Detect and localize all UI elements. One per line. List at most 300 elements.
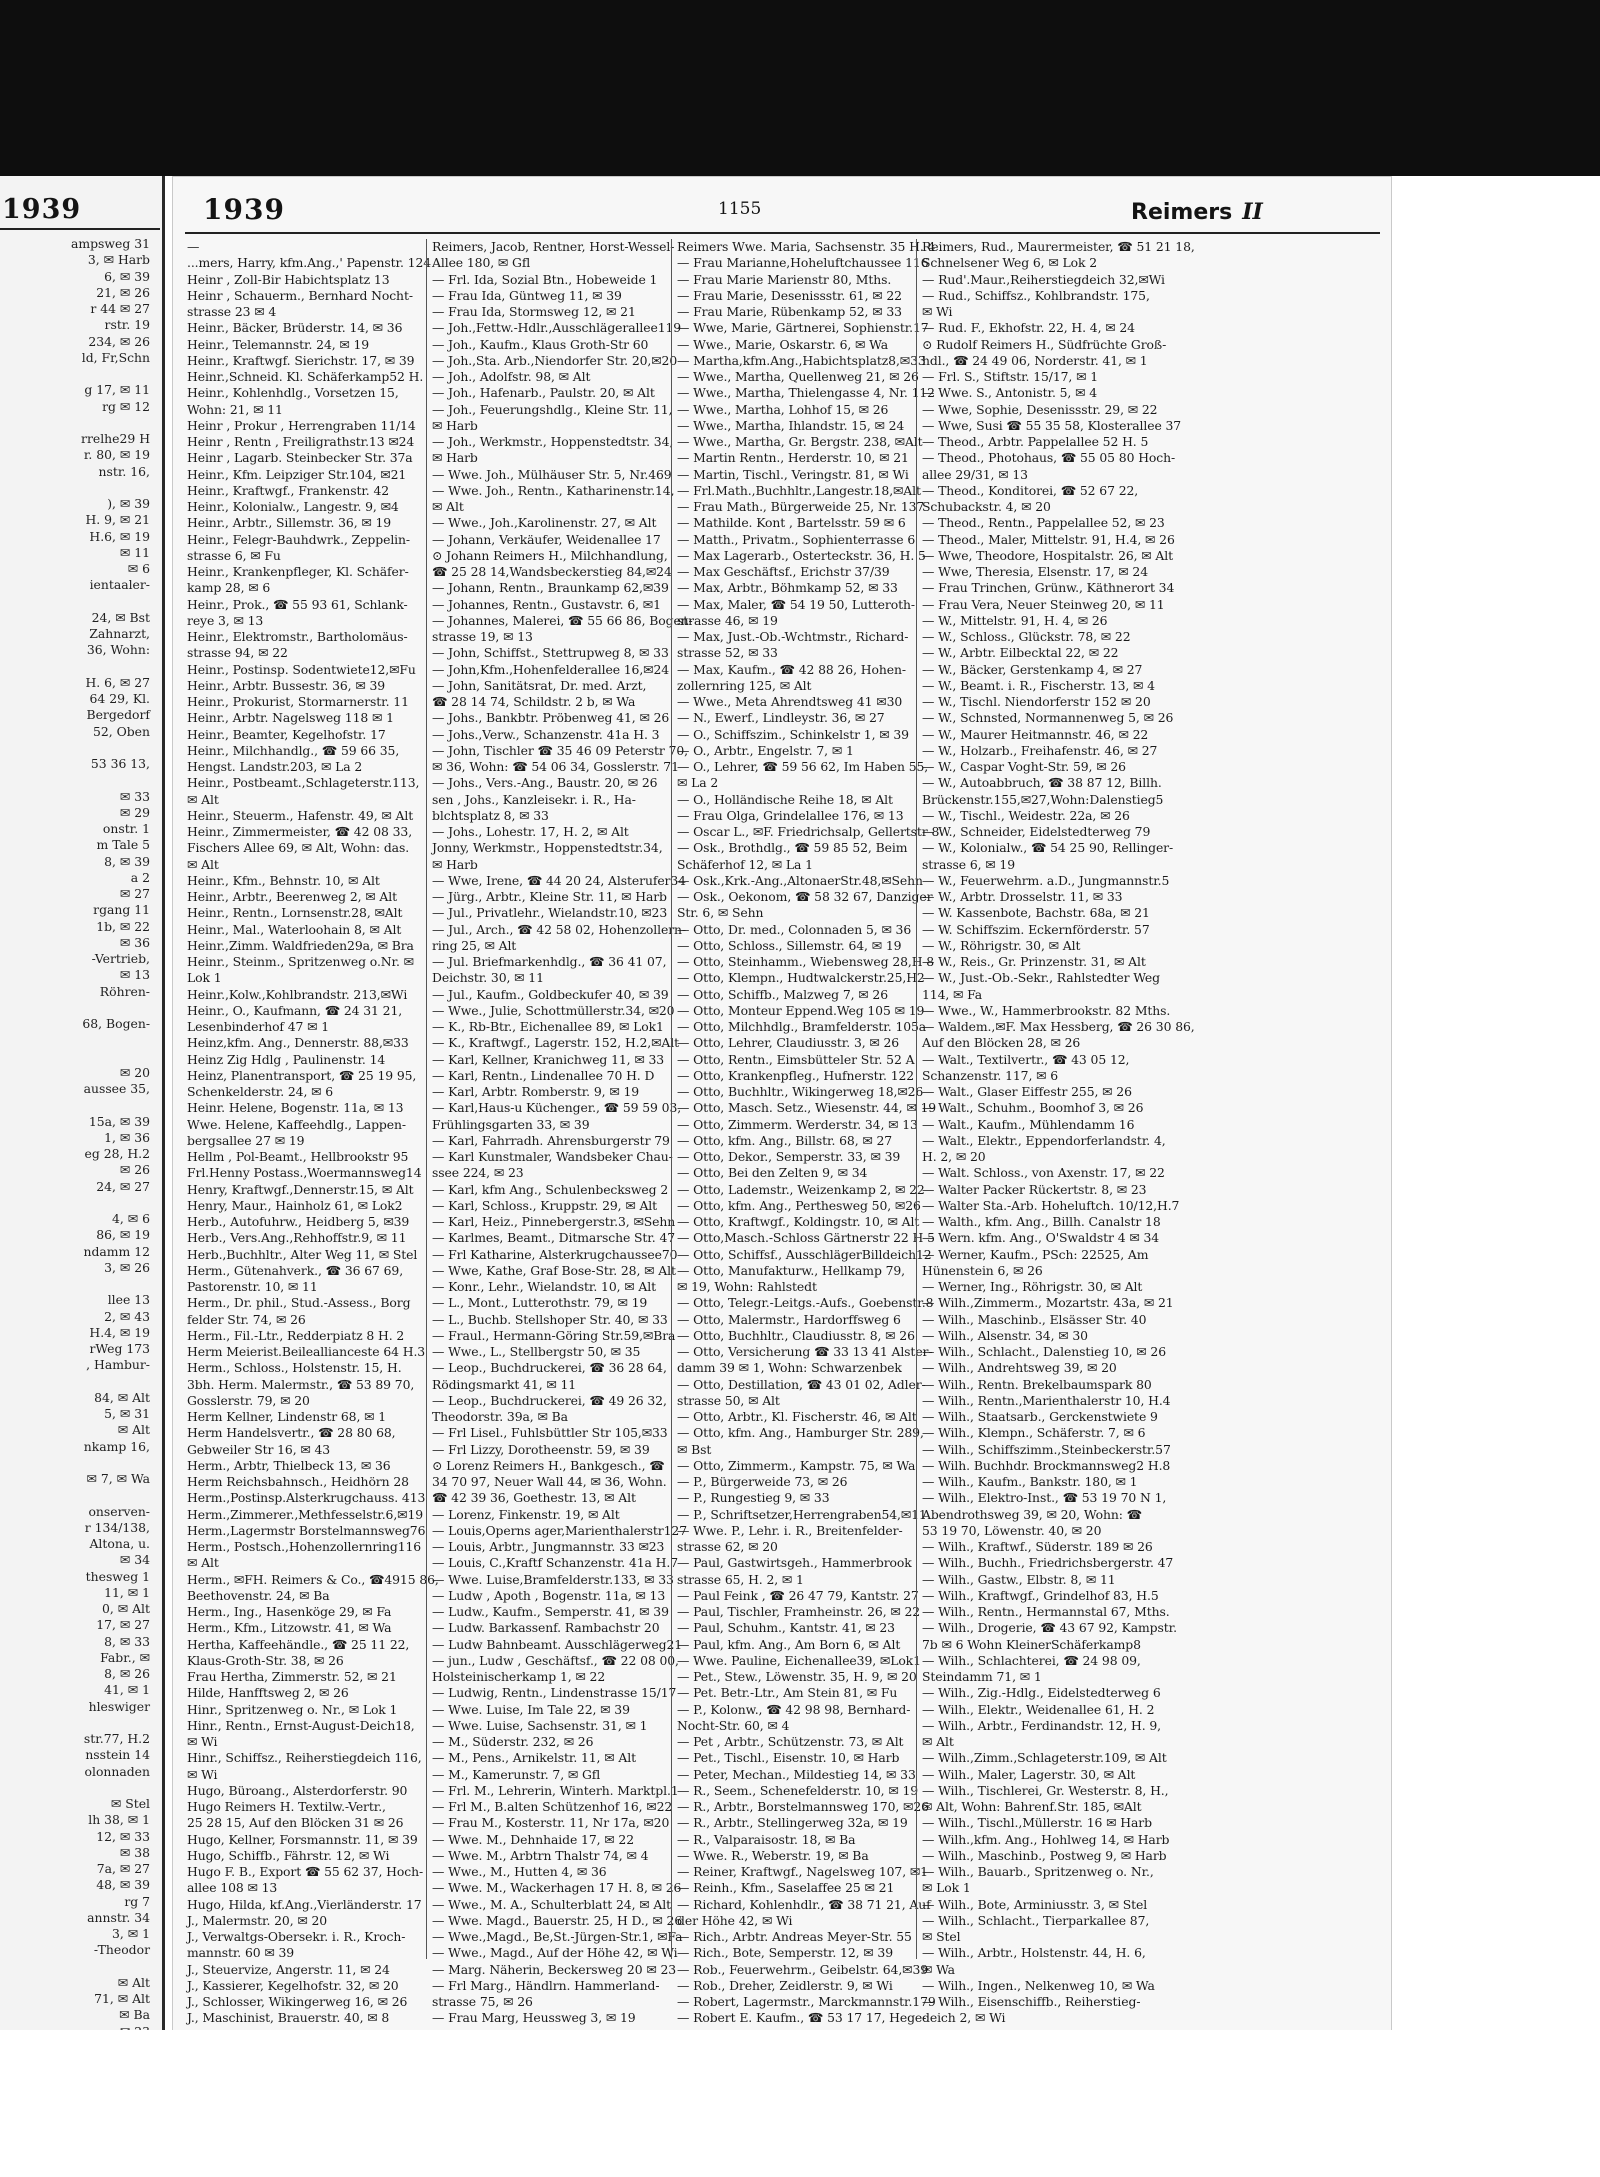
directory-entry: strasse 75, ✉ 26 [432, 1994, 533, 2009]
directory-entry: — Paul Feink , ☎ 26 47 79, Kantstr. 27 [677, 1587, 919, 1603]
directory-entry: — M., Pens., Arnikelstr. 11, ✉ Alt [432, 1750, 636, 1766]
previous-page-line: eg 28, H.2 [84, 1146, 150, 1161]
directory-entry: — Otto, Schiffb., Malzweg 7, ✉ 26 [677, 986, 888, 1002]
directory-entry: — Wilh., Ingen., Nelkenweg 10, ✉ Wa [922, 1977, 1155, 1993]
previous-page-line: -Vertrieb, [91, 951, 150, 966]
directory-entry: — Robert, Lagermstr., Marckmannstr.179 [677, 1994, 936, 2009]
directory-entry: Hinr., Schiffsz., Reiherstiegdeich 116, [187, 1750, 422, 1766]
directory-entry: — W., Just.-Ob.-Sekr., Rahlstedter Weg [922, 970, 1160, 986]
directory-entry: — Wwe. R., Weberstr. 19, ✉ Ba [677, 1847, 869, 1863]
directory-entry: — Robert E. Kaufm., ☎ 53 17 17, Hege- [677, 2010, 927, 2026]
previous-page-line: ientaaler- [89, 577, 150, 593]
previous-page-line: onstr. 1 [102, 821, 150, 836]
previous-page-line [0, 1032, 150, 1048]
directory-entry: — Wilh., Zig.-Hdlg., Eidelstedterweg 6 [922, 1685, 1161, 1701]
directory-entry: — Otto, kfm. Ang., Perthesweg 50, ✉26 [677, 1197, 921, 1213]
directory-entry: — Wern. kfm. Ang., O'Swaldstr 4 ✉ 34 [922, 1230, 1160, 1246]
directory-entry: — Frau Ida, Stormsweg 12, ✉ 21 [432, 304, 636, 319]
directory-entry: — Johs., Lohestr. 17, H. 2, ✉ Alt [432, 824, 629, 839]
directory-entry: — O., Holländische Reihe 18, ✉ Alt [677, 791, 893, 807]
directory-entry: — Otto, Krankenpfleg., Hufnerstr. 122 [677, 1067, 915, 1083]
directory-entry: — Osk., Oekonom, ☎ 58 32 67, Danziger [677, 889, 933, 904]
directory-entry: H. 2, ✉ 20 [922, 1149, 986, 1164]
directory-entry: allee 108 ✉ 13 [187, 1880, 278, 1896]
directory-entry: — Wilh., Schlacht., Dalenstieg 10, ✉ 26 [922, 1344, 1166, 1359]
directory-entry: — Richard, Kohlenhdlr., ☎ 38 71 21, Auf [677, 1896, 931, 1912]
directory-entry: Wwe. Helene, Kaffeehdlg., Lappen- [187, 1116, 406, 1132]
directory-entry: — Walt. Schloss., von Axenstr. 17, ✉ 22 [922, 1165, 1165, 1181]
directory-entry: reye 3, ✉ 13 [187, 612, 264, 628]
directory-entry: — Wilh., Schlachterei, ☎ 24 98 09, [922, 1652, 1141, 1668]
directory-entry: — Wwe. S., Antonistr. 5, ✉ 4 [922, 385, 1097, 401]
directory-entry: — Wilh., Arbtr., Holstenstr. 44, H. 6, [922, 1945, 1146, 1961]
directory-entry: ✉ La 2 [677, 775, 719, 791]
directory-entry: — O., Lehrer, ☎ 59 56 62, Im Haben 55, [677, 759, 929, 774]
directory-entry: — Paul, Schuhm., Kantstr. 41, ✉ 23 [677, 1620, 895, 1636]
directory-entry: — Ludw. Barkassenf. Rambachstr 20 [432, 1620, 660, 1636]
header-rule [185, 232, 1380, 234]
directory-entry: Heinr., Postbeamt.,Schlageterstr.113, [187, 775, 420, 791]
directory-entry: — W., Arbtr. Eilbecktal 22, ✉ 22 [922, 645, 1119, 661]
directory-entry: — Wwe., Martha, Lohhof 15, ✉ 26 [677, 401, 889, 417]
directory-entry: — Karlmes, Beamt., Ditmarsche Str. 47 [432, 1230, 676, 1246]
directory-entry: Herm., Gütenahverk., ☎ 36 67 69, [187, 1262, 404, 1278]
directory-entry: — Wilh.,Zimm.,Schlageterstr.109, ✉ Alt [922, 1750, 1167, 1766]
directory-entry: Heinr., Kraftwgf. Sierichstr. 17, ✉ 39 [187, 352, 415, 368]
previous-page-line: ✉ 26 [119, 1162, 150, 1178]
previous-page-line: -Theodor [93, 1942, 150, 1958]
directory-entry: — Otto, Zimmerm., Kampstr. 75, ✉ Wa [677, 1457, 916, 1473]
directory-entry: Allee 180, ✉ Gfl [432, 255, 531, 271]
directory-entry: — Werner, Kaufm., PSch: 22525, Am [922, 1246, 1149, 1262]
directory-entry: — Otto, Schloss., Sillemstr. 64, ✉ 19 [677, 937, 902, 953]
directory-entry: — Joh.,Fettw.-Hdlr.,Ausschlägerallee119 [432, 320, 682, 336]
previous-page-line: rWeg 173 [89, 1341, 150, 1356]
previous-page-line: 71, ✉ Alt [94, 1991, 150, 2006]
directory-entry: Heinr., Rentn., Lornsenstr.28, ✉Alt [187, 905, 403, 921]
previous-page-line: rstr. 19 [104, 317, 150, 333]
directory-entry: ⊙ Rudolf Reimers H., Südfrüchte Groß- [922, 336, 1167, 352]
directory-entry: — Otto, Kraftwgf., Koldingstr. 10, ✉ Alt [677, 1214, 920, 1229]
directory-entry: — Wwe, Theodore, Hospitalstr. 26, ✉ Alt [922, 547, 1174, 563]
directory-entry: Herm., ✉FH. Reimers & Co., ☎4915 86, [187, 1571, 439, 1587]
directory-entry: ssee 224, ✉ 23 [432, 1165, 524, 1181]
directory-entry: ✉ Lok 1 [922, 1880, 971, 1896]
directory-entry: — W., Schnsted, Normannenweg 5, ✉ 26 [922, 710, 1174, 726]
previous-page-line [0, 366, 150, 382]
directory-entry: 7b ✉ 6 Wohn KleinerSchäferkamp8 [922, 1636, 1141, 1652]
directory-entry: Klaus-Groth-Str. 38, ✉ 26 [187, 1652, 344, 1668]
directory-entry: Heinr , Prokur , Herrengraben 11/14 [187, 417, 416, 433]
directory-entry: ✉ Alt [922, 1734, 954, 1749]
directory-entry: — Otto, Dr. med., Colonnaden 5, ✉ 36 [677, 921, 912, 937]
directory-entry: J., Schlosser, Wikingerweg 16, ✉ 26 [187, 1994, 408, 2009]
previous-page-line: rrelhe29 H [81, 431, 150, 446]
directory-entry: — W., Reis., Gr. Prinzenstr. 31, ✉ Alt [922, 954, 1146, 969]
directory-entry: Abendrothsweg 39, ✉ 20, Wohn: ☎ [922, 1506, 1143, 1522]
directory-entry: strasse 62, ✉ 20 [677, 1539, 778, 1554]
directory-entry: Heinr., Mal., Waterloohain 8, ✉ Alt [187, 921, 402, 937]
previous-page-line [0, 1276, 150, 1292]
previous-page-line: 17, ✉ 27 [96, 1617, 150, 1633]
directory-entry: — John, Schiffst., Stettrupweg 8, ✉ 33 [432, 645, 669, 661]
directory-entry: ✉ Harb [432, 417, 478, 433]
directory-entry: — Jul., Arch., ☎ 42 58 02, Hohenzollern- [432, 921, 686, 937]
previous-page-line: Röhren- [99, 983, 150, 999]
column-divider [426, 239, 427, 1959]
directory-entry: — Mathilde. Kont , Bartelsstr. 59 ✉ 6 [677, 515, 906, 531]
previous-page-line: 52, Oben [92, 723, 150, 739]
directory-entry: — Wilh., Schiffszimm.,Steinbeckerstr.57 [922, 1441, 1171, 1457]
directory-entry: Herm., Fil.-Ltr., Redderpiatz 8 H. 2 [187, 1327, 405, 1343]
directory-entry: — Joh., Adolfstr. 98, ✉ Alt [432, 369, 591, 384]
directory-entry: — Oscar L., ✉F. Friedrichsalp, Gellertstr 8 [677, 824, 940, 839]
directory-entry: — W., Kolonialw., ☎ 54 25 90, Rellinger- [922, 840, 1174, 856]
directory-entry: Heinr., Prokurist, Stormarnerstr. 11 [187, 694, 409, 709]
directory-entry: — Max, Just.-Ob.-Wchtmstr., Richard- [677, 629, 909, 644]
directory-entry: Hugo Reimers H. Textilw.-Vertr., [187, 1799, 386, 1814]
directory-entry: strasse 6, ✉ 19 [922, 856, 1015, 872]
directory-entry: — L., Buchb. Stellshoper Str. 40, ✉ 33 [432, 1311, 668, 1327]
previous-page-line: 0, ✉ Alt [102, 1601, 150, 1616]
directory-entry: — Walt., Elektr., Eppendorferlandstr. 4, [922, 1132, 1166, 1148]
directory-entry: — W. Schiffszim. Eckernförderstr. 57 [922, 921, 1150, 937]
directory-entry: — Ludw , Apoth , Bogenstr. 11a, ✉ 13 [432, 1587, 666, 1603]
directory-entry: Herm Kellner, Lindenstr 68, ✉ 1 [187, 1409, 387, 1424]
previous-page-line: 6, ✉ 39 [104, 268, 150, 284]
directory-entry: — Frau Marie, Desenissstr. 61, ✉ 22 [677, 287, 902, 303]
previous-page-line: 53 36 13, [90, 756, 150, 771]
directory-entry: — Frau Marianne,Hoheluftchaussee 116 [677, 255, 929, 271]
previous-page-line: ✉ Alt [117, 1974, 150, 1990]
directory-entry: — Max Geschäftsf., Erichstr 37/39 [677, 564, 890, 579]
directory-entry: — Wwe, Marie, Gärtnerei, Sophienstr.17 [677, 320, 929, 336]
previous-page-line: 7a, ✉ 27 [96, 1861, 150, 1876]
directory-entry: — Wilh., Maler, Lagerstr. 30, ✉ Alt [922, 1766, 1136, 1782]
previous-page-line: 68, Bogen- [82, 1016, 150, 1031]
previous-page-line: r. 80, ✉ 19 [83, 447, 150, 463]
directory-entry: — M., Süderstr. 232, ✉ 26 [432, 1734, 594, 1749]
directory-entry: — Wilh., Bauarb., Spritzenweg o. Nr., [922, 1864, 1154, 1879]
directory-entry: — Rob., Feuerwehrm., Geibelstr. 64,✉39 [677, 1961, 929, 1977]
previous-page-line: rg 7 [124, 1893, 150, 1909]
previous-page-line: rg ✉ 12 [102, 398, 150, 414]
previous-page-line: g 17, ✉ 11 [84, 382, 150, 398]
directory-entry: — Osk.,Krk.-Ang.,AltonaerStr.48,✉Sehn [677, 872, 923, 888]
directory-entry: — Joh., Hafenarb., Paulstr. 20, ✉ Alt [432, 385, 655, 401]
directory-entry: — W., Schneider, Eidelstedterweg 79 [922, 824, 1151, 839]
directory-entry: Heinr., Zimmermeister, ☎ 42 08 33, [187, 824, 413, 839]
previous-page-line: m Tale 5 [96, 837, 150, 853]
previous-page-line: ✉ 33 [119, 788, 150, 804]
directory-entry: — Reinh., Kfm., Saselaffee 25 ✉ 21 [677, 1880, 895, 1896]
directory-entry: Henry, Kraftwgf.,Dennerstr.15, ✉ Alt [187, 1181, 414, 1197]
directory-entry: — Wilh., Alsenstr. 34, ✉ 30 [922, 1327, 1088, 1343]
directory-entry: — Paul, Gastwirtsgeh., Hammerbrook [677, 1555, 912, 1571]
directory-entry: — Theod., Rentn., Pappelallee 52, ✉ 23 [922, 515, 1165, 531]
previous-page-line [0, 1715, 150, 1731]
directory-entry: — Wwe. M., Arbtrn Thalstr 74, ✉ 4 [432, 1847, 649, 1863]
previous-page-line: 64 29, Kl. [89, 691, 150, 706]
directory-entry: Herm Meierist.Beileallianceste 64 H.3 [187, 1344, 426, 1359]
directory-entry: — Wwe., M. A., Schulterblatt 24, ✉ Alt [432, 1896, 671, 1912]
directory-entry: Hünenstein 6, ✉ 26 [922, 1262, 1043, 1278]
directory-entry: Heinr., O., Kaufmann, ☎ 24 31 21, [187, 1002, 403, 1018]
directory-entry: — Peter, Mechan., Mildestieg 14, ✉ 33 [677, 1766, 916, 1782]
directory-entry: — Wilh., Schlacht., Tierparkallee 87, [922, 1912, 1150, 1928]
directory-entry: — Otto, Bei den Zelten 9, ✉ 34 [677, 1165, 868, 1181]
directory-entry: — Wilh.,Zimmerm., Mozartstr. 43a, ✉ 21 [922, 1295, 1174, 1311]
previous-page-line: ✉ Ba [119, 2007, 150, 2023]
directory-entry: Herm., Dr. phil., Stud.-Assess., Borg [187, 1295, 411, 1311]
directory-entry: — Joh., Kaufm., Klaus Groth-Str 60 [432, 336, 649, 352]
directory-entry: — Rich., Arbtr. Andreas Meyer-Str. 55 [677, 1929, 912, 1944]
previous-page-line: rgang 11 [93, 902, 150, 918]
directory-entry: Reimers Wwe. Maria, Sachsenstr. 35 H. 4 [677, 239, 936, 254]
directory-entry: — Karl Kunstmaler, Wandsbeker Chau- [432, 1149, 673, 1164]
directory-entry: — K., Rb-Btr., Eichenallee 89, ✉ Lok1 [432, 1019, 664, 1034]
directory-entry: — Otto, Rentn., Eimsbütteler Str. 52 A [677, 1051, 915, 1067]
directory-entry: ☎ 25 28 14,Wandsbeckerstieg 84,✉24 [432, 564, 672, 579]
previous-page-line: onserven- [88, 1503, 150, 1519]
running-head-suffix: II [1242, 199, 1263, 225]
directory-entry: ☎ 28 14 74, Schildstr. 2 b, ✉ Wa [432, 694, 636, 709]
directory-entry: — Wilh., Gastw., Elbstr. 8, ✉ 11 [922, 1571, 1116, 1587]
directory-entry: — Wilh., Tischl.,Müllerstr. 16 ✉ Harb [922, 1815, 1152, 1831]
previous-page-line: ✉ 29 [119, 804, 150, 820]
directory-entry: ✉ Wi [187, 1766, 218, 1782]
previous-page-line: annstr. 34 [87, 1909, 150, 1925]
directory-entry: — Rob., Dreher, Zeidlerstr. 9, ✉ Wi [677, 1977, 893, 1993]
directory-entry: — Johann, Verkäufer, Weidenallee 17 [432, 531, 661, 547]
directory-entry: — Martin, Tischl., Veringstr. 81, ✉ Wi [677, 466, 909, 482]
directory-entry: — Walter Packer Rückertstr. 8, ✉ 23 [922, 1181, 1147, 1197]
directory-entry: — P., Rungestieg 9, ✉ 33 [677, 1490, 830, 1506]
directory-entry: Herm.,Lagermstr Borstelmannsweg76 [187, 1522, 426, 1538]
directory-entry: — Wilh., Maschinb., Elsässer Str. 40 [922, 1311, 1147, 1327]
directory-entry: ✉ Alt [187, 791, 219, 807]
directory-entry: — Walt., Schuhm., Boomhof 3, ✉ 26 [922, 1100, 1144, 1116]
directory-entry: — Otto, Monteur Eppend.Weg 105 ✉ 19 [677, 1002, 925, 1018]
previous-page-line: ampsweg 31 [70, 236, 150, 251]
directory-entry: — Johs., Vers.-Ang., Baustr. 20, ✉ 26 [432, 775, 658, 791]
directory-entry: Heinr., Bäcker, Brüderstr. 14, ✉ 36 [187, 320, 403, 336]
directory-entry: — Frau Marie Marienstr 80, Mths. [677, 271, 892, 287]
directory-entry: — Wilh., Elektr., Weidenallee 61, H. 2 [922, 1701, 1155, 1717]
previous-page-line: ld, Fr,Schn [81, 349, 150, 365]
directory-entry: — Rud'.Maur.,Reiherstiegdeich 32,✉Wi [922, 271, 1165, 287]
directory-entry: — Karl, Schloss., Kruppstr. 29, ✉ Alt [432, 1197, 658, 1213]
directory-entry: Herm Handelsvertr., ☎ 28 80 68, [187, 1425, 396, 1441]
directory-entry: — R., Arbtr., Borstelmannsweg 170, ✉26 [677, 1799, 929, 1814]
directory-entry: Herb., Autofuhrw., Heidberg 5, ✉39 [187, 1214, 410, 1229]
directory-entry: — Rud. F., Ekhofstr. 22, H. 4, ✉ 24 [922, 320, 1135, 336]
directory-entry: 53 19 70, Löwenstr. 40, ✉ 20 [922, 1522, 1102, 1538]
previous-page-line [0, 659, 150, 675]
directory-entry: — Marg. Näherin, Beckersweg 20 ✉ 23 [432, 1961, 677, 1977]
directory-entry: Schubackstr. 4, ✉ 20 [922, 499, 1051, 514]
directory-entry: — Theod., Konditorei, ☎ 52 67 22, [922, 482, 1139, 498]
previous-page-line: ndamm 12 [83, 1243, 150, 1259]
previous-page-line: 3, ✉ Harb [87, 252, 150, 268]
directory-entry: Heinr., Kfm., Behnstr. 10, ✉ Alt [187, 872, 380, 888]
directory-entry: — Frau Trinchen, Grünw., Käthnerort 34 [922, 580, 1175, 596]
previous-page-line: 12, ✉ 33 [96, 1828, 150, 1844]
directory-entry: — Frl. S., Stiftstr. 15/17, ✉ 1 [922, 369, 1099, 384]
directory-entry: mannstr. 60 ✉ 39 [187, 1945, 295, 1961]
directory-entry: — Johs., Bankbtr. Pröbenweg 41, ✉ 26 [432, 710, 670, 726]
directory-entry: — Wwe. M., Dehnhaide 17, ✉ 22 [432, 1831, 634, 1847]
directory-entry: J., Verwaltgs-Obersekr. i. R., Kroch- [187, 1929, 406, 1944]
directory-entry: Heinr., Arbtr., Sillemstr. 36, ✉ 19 [187, 515, 392, 531]
directory-entry: — Wwe, Susi ☎ 55 35 58, Klosterallee 37 [922, 417, 1182, 433]
directory-entry: strasse 52, ✉ 33 [677, 645, 778, 661]
previous-page-line: r 134/138, [84, 1519, 150, 1535]
previous-page [0, 176, 165, 2036]
directory-entry: Heinr., Kraftwgf., Frankenstr. 42 [187, 482, 390, 498]
previous-page-line: 48, ✉ 39 [96, 1877, 150, 1893]
directory-entry: — Ludw., Kaufm., Semperstr. 41, ✉ 39 [432, 1604, 669, 1619]
directory-entry: ✉ Stel [922, 1929, 961, 1944]
scan-background [0, 0, 1600, 176]
directory-entry: Herm.,Postinsp.Alsterkrugchauss. 413 [187, 1490, 426, 1506]
directory-entry: Reimers, Rud., Maurermeister, ☎ 51 21 18, [922, 239, 1195, 254]
directory-entry: — Otto,Masch.-Schloss Gärtnerstr 22 H 5 [677, 1230, 935, 1246]
directory-entry: Heinr., Elektromstr., Bartholomäus- [187, 629, 408, 644]
directory-entry: — Wilh., Bote, Arminiusstr. 3, ✉ Stel [922, 1896, 1148, 1912]
directory-entry: ✉ 19, Wohn: Rahlstedt [677, 1279, 817, 1294]
directory-entry: — Johannes, Malerei, ☎ 55 66 86, Bogen- [432, 612, 693, 628]
previous-page-line: ✉ 27 [119, 886, 150, 901]
directory-entry: ☎ 42 39 36, Goethestr. 13, ✉ Alt [432, 1490, 636, 1506]
directory-entry: — Fraul., Hermann-Göring Str.59,✉Bra [432, 1327, 676, 1343]
previous-page-line: , Hambur- [86, 1357, 150, 1373]
previous-page-line: nsstein 14 [85, 1747, 150, 1763]
directory-entry: — Wilh., Klempn., Schäferstr. 7, ✉ 6 [922, 1425, 1146, 1441]
directory-entry: Heinr., Kfm. Leipziger Str.104, ✉21 [187, 466, 407, 482]
directory-entry: — Otto, Schiffsf., AusschlägerBilldeich12 [677, 1246, 932, 1262]
directory-entry: strasse 65, H. 2, ✉ 1 [677, 1571, 804, 1587]
directory-entry: — Wilh., Rentn., Hermannstal 67, Mths. [922, 1604, 1170, 1619]
directory-entry: — Ludw Bahnbeamt. Ausschlägerweg21 [432, 1636, 683, 1652]
previous-page-line [0, 1000, 150, 1016]
directory-entry: — O., Schiffszim., Schinkelstr 1, ✉ 39 [677, 726, 909, 742]
directory-entry: — Otto, Lademstr., Weizenkamp 2, ✉ 22 [677, 1181, 925, 1197]
directory-entry: — Wwe, Kathe, Graf Bose-Str. 28, ✉ Alt [432, 1262, 676, 1278]
directory-entry: — Wilh., Eisenschiffb., Reiherstieg- [922, 1994, 1141, 2009]
directory-entry: — Wwe, Sophie, Desenissstr. 29, ✉ 22 [922, 401, 1158, 417]
directory-entry: Theodorstr. 39a, ✉ Ba [432, 1409, 568, 1424]
directory-entry: — Wwe., Martha, Thielengasse 4, Nr. 112 [677, 385, 935, 401]
directory-entry: ✉ Alt, Wohn: Bahrenf.Str. 185, ✉Alt [922, 1799, 1142, 1814]
directory-entry: Hugo, Kellner, Forsmannstr. 11, ✉ 39 [187, 1831, 418, 1847]
directory-entry: — W., Mittelstr. 91, H. 4, ✉ 26 [922, 612, 1108, 628]
directory-column-2 [432, 239, 693, 2027]
directory-entry: — Wilh., Maschinb., Postweg 9, ✉ Harb [922, 1847, 1167, 1863]
directory-entry: — Wwe. Luise, Sachsenstr. 31, ✉ 1 [432, 1717, 648, 1733]
previous-page-line: 8, ✉ 39 [104, 853, 150, 869]
directory-entry: — Wilh., Staatsarb., Gerckenstwiete 9 [922, 1409, 1158, 1424]
directory-entry: — W., Holzarb., Freihafenstr. 46, ✉ 27 [922, 742, 1158, 758]
directory-entry: Hengst. Landstr.203, ✉ La 2 [187, 759, 363, 774]
directory-entry: — Louis, Arbtr., Jungmannstr. 33 ✉23 [432, 1539, 665, 1554]
directory-entry: strasse 94, ✉ 22 [187, 645, 288, 661]
directory-entry: — Frau Vera, Neuer Steinweg 20, ✉ 11 [922, 596, 1165, 612]
previous-page-line: Bergedorf [86, 707, 150, 723]
directory-entry: — O., Arbtr., Engelstr. 7, ✉ 1 [677, 742, 854, 758]
directory-entry: — Wilh. Buchhdr. Brockmannsweg2 H.8 [922, 1457, 1171, 1473]
directory-entry: strasse 46, ✉ 19 [677, 612, 778, 628]
directory-entry: — Otto, kfm. Ang., Hamburger Str. 289, [677, 1425, 924, 1441]
directory-entry: — Karl, Kellner, Kranichweg 11, ✉ 33 [432, 1051, 665, 1067]
directory-entry: ✉ 36, Wohn: ☎ 54 06 34, Gosslerstr. 71 [432, 759, 679, 774]
previous-page-line: str.77, H.2 [83, 1731, 150, 1746]
previous-page-line: ✉ 13 [119, 967, 150, 983]
previous-page-line: Fabr., ✉ [100, 1649, 150, 1665]
directory-entry: — Ludwig, Rentn., Lindenstrasse 15/17 [432, 1685, 677, 1701]
directory-entry: — Wilh., Rentn. Brekelbaumspark 80 [922, 1376, 1152, 1392]
directory-entry: 25 28 15, Auf den Blöcken 31 ✉ 26 [187, 1815, 404, 1831]
directory-entry: — Walter Sta.-Arb. Hoheluftch. 10/12,H.7 [922, 1197, 1180, 1213]
directory-entry: Heinr., Milchhandlg., ☎ 59 66 35, [187, 742, 400, 758]
directory-entry: Herb., Vers.Ang.,Rehhoffstr.9, ✉ 11 [187, 1230, 407, 1246]
directory-entry: — L., Mont., Lutterothstr. 79, ✉ 19 [432, 1295, 648, 1311]
directory-entry: Heinr., Telemannstr. 24, ✉ 19 [187, 336, 370, 352]
directory-entry: strasse 6, ✉ Fu [187, 547, 281, 563]
directory-entry: J., Kassierer, Kegelhofstr. 32, ✉ 20 [187, 1977, 399, 1993]
previous-page-line: 8, ✉ 33 [104, 1633, 150, 1649]
directory-entry: Schanzenstr. 117, ✉ 6 [922, 1067, 1059, 1083]
directory-entry: — Leop., Buchdruckerei, ☎ 49 26 32, [432, 1392, 667, 1408]
directory-entry: Hinr., Spritzenweg o. Nr., ✉ Lok 1 [187, 1701, 398, 1717]
directory-entry: — Wwe. M., Wackerhagen 17 H. 8, ✉ 26 [432, 1880, 682, 1896]
previous-page-line: hleswiger [88, 1698, 150, 1714]
directory-entry: — Wwe., Meta Ahrendtsweg 41 ✉30 [677, 694, 903, 709]
previous-page-line [0, 1780, 150, 1796]
directory-entry: — Frl.Math.,Buchhltr.,Langestr.18,✉Alt [677, 482, 921, 498]
previous-page-line: 234, ✉ 26 [88, 333, 150, 349]
directory-entry: — Paul, kfm. Ang., Am Born 6, ✉ Alt [677, 1636, 901, 1652]
directory-entry: Hugo, Schiffb., Fährstr. 12, ✉ Wi [187, 1847, 390, 1863]
directory-entry: — Waldem.,✉F. Max Hessberg, ☎ 26 30 86, [922, 1019, 1195, 1034]
directory-entry: ✉ Wi [922, 304, 953, 319]
directory-entry: Herm., Arbtr, Thielbeck 13, ✉ 36 [187, 1457, 391, 1473]
directory-entry: — Wilh., Kraftwf., Süderstr. 189 ✉ 26 [922, 1539, 1153, 1554]
directory-entry: — Otto, Versicherung ☎ 33 13 41 Alster- [677, 1344, 933, 1359]
directory-entry: — Otto, Masch. Setz., Wiesenstr. 44, ✉ 19 [677, 1100, 937, 1116]
directory-entry: — Joh., Werkmstr., Hoppenstedtstr. 34, [432, 434, 674, 449]
directory-entry: — Otto, Steinhamm., Wiebensweg 28,H 8 [677, 954, 935, 969]
directory-entry: — W., Maurer Heitmannstr. 46, ✉ 22 [922, 726, 1149, 742]
directory-entry: — Otto, Telegr.-Leitgs.-Aufs., Goebenstr.8 [677, 1295, 934, 1311]
directory-entry: — P., Bürgerweide 73, ✉ 26 [677, 1474, 848, 1489]
directory-entry: — Wwe., Martha, Quellenweg 21, ✉ 26 [677, 369, 919, 384]
running-head-name: Reimers [1131, 200, 1233, 225]
directory-entry: — Otto, Buchhltr., Wikingerweg 18,✉26 [677, 1084, 924, 1099]
directory-entry: Heinr.,Zimm. Waldfrieden29a, ✉ Bra [187, 937, 414, 953]
previous-page-line: 21, ✉ 26 [96, 284, 150, 300]
directory-entry: — N., Ewerf., Lindleystr. 36, ✉ 27 [677, 710, 885, 726]
directory-column-1 [187, 239, 439, 2027]
directory-entry: — W., Feuerwehrm. a.D., Jungmannstr.5 [922, 872, 1170, 888]
previous-page-line [0, 1487, 150, 1503]
directory-entry: Herm., Postsch.,Hohenzollernring116 [187, 1539, 422, 1554]
directory-entry: — P., Kolonw., ☎ 42 98 98, Bernhard- [677, 1701, 911, 1717]
directory-entry: — Wilh., Tischlerei, Gr. Westerstr. 8, H., [922, 1782, 1169, 1798]
directory-entry: sen , Johs., Kanzleisekr. i. R., Ha- [432, 791, 636, 807]
directory-entry: — Otto, Milchhdlg., Bramfelderstr. 105a [677, 1019, 927, 1034]
directory-entry: Henry, Maur., Hainholz 61, ✉ Lok2 [187, 1197, 403, 1213]
